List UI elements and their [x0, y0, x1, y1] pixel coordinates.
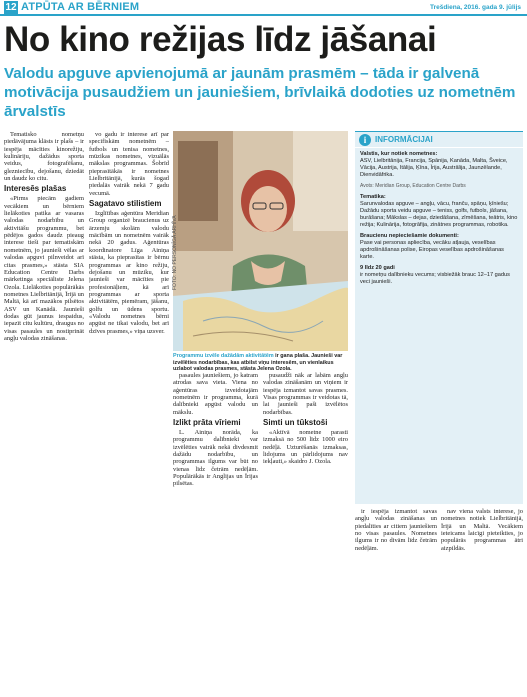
info-block-text: ASV, Lielbritānija, Francija, Spānija, Kanāda, Malta, Šveice, Vācija, Austrija, Itālija, Ķīna, Īrija, Austrālija, Jaunzēlande, Dienvidāfrika.	[360, 158, 508, 178]
column-1	[4, 131, 84, 693]
paragraph: ir iespēja izmantot savas angļu valodas zināšanas un piedalīties ar citiem jauniešiem no visas pasaules. Nometnes ilgums ir no divām līdz četrām nedēļām.	[355, 508, 437, 552]
info-box	[355, 131, 523, 504]
paragraph: Izglītības aģentūra Meridian Group organizē braucienus uz ārzemju skolām valodu mācībām un nometnēm vairāk nekā 20 gadus. Aģentūras koordinatore Līga Ainiņa stāsta, ka pieprasītas ir bērnu programmas ar kino režiju, dejošanu un mūziku, kur jaunieši var mācīties pie profesionāļiem, kā arī programmas ar sporta aktivitātēm, piemēram, jāšanu, golfu un ūdens sportu. «Valodu nometnes bērni apgūst ne tikai valodu, bet arī dzīves prasmes,» viņa uzsver.	[89, 210, 169, 335]
info-block-age	[360, 265, 518, 286]
column-4	[263, 372, 348, 693]
paragraph: «Pirms piecām gadiem vecākiem un bērniem lielākoties patika ar vasaras valodas nodarbību un aktivitāšu programmu, bet pēdējos gados daudz pieaug interese tieši par tematiskām nometnēm, jo jaunieši vēlas ar valodas apguvi pilnveidot arī citas prasmes,» stāsta SIA Education Centre Darbs mārketinga speciāliste Jelena Ozola. Lielākoties populārākās nometnes Lielbritānijā, Īrijā un Maltā, kā arī mazākos pilsētos ASV un Kanādā. Jaunieši dodas gūt jaunus iespaidus, iepazīt citu kultūru, draugus no visas pasaules un nostiprināt angļu valodas zināšanas.	[4, 195, 84, 342]
subheading: Izlikt prāta vīriemi	[173, 418, 241, 428]
paragraph: pasaules jauniešiem, jo katram atrodas sava vieta. Viena no aģentūras izveidotajām nometnēm ir programma, kurā dalībnieki apgūst valodu un mākslu.	[173, 372, 258, 416]
caption-highlight: Programmu izvēle dažādām aktivitātēm	[173, 353, 274, 359]
subheading: Simti un tūkstoši	[263, 418, 328, 428]
paragraph: nav viena valsts interese, jo nometnes notiek Lielbritānijā, Īrijā un Maltā. Vecākiem ieteicams laicīgi pieteikties, jo populārās programmas ātri aizpildās.	[441, 508, 523, 552]
portrait-illustration	[173, 131, 348, 351]
column-5	[355, 508, 437, 693]
dateline: Trešdiena, 2016. gada 9. jūlijs	[429, 4, 521, 11]
portrait-photo	[173, 131, 348, 351]
column-3	[173, 372, 258, 693]
subheading: Interesēs plašas	[4, 184, 67, 194]
paragraph: «Aktīvā nometne parasti izmaksā no 500 līdz 1000 eiro nedēļā. Uzturēšanās izmaksas, lidojums un pārlidojums nav iekļauti,» skaidro J. Ozola.	[263, 429, 348, 466]
info-block-text: ir nometņu dalībnieku vecums; visbiežāk brauc 12–17 gadus veci jaunieši.	[360, 272, 510, 285]
article-headline: No kino režijas līdz jāšanai	[4, 20, 437, 59]
paragraph: pusaudži nāk ar labām angļu valodas zināšanām un viņiem ir iespēja izmantot savas prasmes. Visas programmas ir veidotas tā, lai jaunieši paši izvēlētos nodarbības.	[263, 372, 348, 416]
column-2	[89, 131, 169, 693]
section-title: ATPŪTA AR BĒRNIEM	[21, 1, 140, 13]
paragraph: vo gadu ir interese arī par specifiskām nometnēm – futbols un tenisa nometnes, mūzikas nometnes, vizuālās mākslas programmas. Šobrīd pieprasītākās ir nometnes Lielbritānijā, kurās šogad piedalās vairāk nekā 7 gadu vecumā.	[89, 131, 169, 197]
column-6	[441, 508, 523, 693]
info-icon: i	[359, 134, 371, 146]
subheading: Sagatavo stilistiem	[89, 199, 162, 209]
caption-text: ir gana plaša. Jaunieši var izvēlēties nodarbības, kas atbilst viņu interesēm, un vienlaikus uzlabot valodas prasmes, stāsta Jelena Ozola.	[173, 353, 343, 373]
info-source: Avots: Meridian Group, Education Centre Darbs	[360, 183, 466, 189]
photo-credit: FOTO: NO PERSONĪGĀ ARHĪVA	[172, 215, 178, 290]
paragraph: L. Ainiņa norāda, ka programmu dalībnieki var izvēlēties vairāk nekā divdesmit dažādu nodarbību, un programmas ilgums var būt no vienas līdz četrām nedēļām. Populārākās ir Anglijas un Īrijas pilsētas.	[173, 429, 258, 488]
page-number: 12	[5, 2, 17, 13]
info-box-header	[355, 132, 523, 148]
info-block-countries	[360, 151, 518, 179]
info-block-heading: 9 līdz 20 gadi	[360, 265, 395, 271]
photo-caption	[173, 353, 348, 373]
article-lead: Valodu apguve apvienojumā ar jaunām prasmēm – tāda ir galvenā motivācija pusaudžiem un jauniešiem, brīvlaikā dodoties uz nometnēm ārvalstīs	[4, 65, 516, 120]
intro-paragraph: Tematisko nometņu piedāvājuma klāsts ir plašs – ir iespēja mācīties kinorežiju, kulināriju, dažādus sporta veidus, fotografēšanu, glezniecību, dejošanu, dziedāt un daudz ko citu.	[4, 131, 84, 183]
info-block-themes	[360, 194, 518, 229]
info-box-title: INFORMĀCIJAI	[375, 134, 433, 144]
info-block-documents	[360, 233, 518, 261]
info-block-heading: Braucienu nepieciešamie dokumenti:	[360, 233, 459, 239]
info-box-body	[355, 148, 523, 293]
info-block-heading: Tematika:	[360, 194, 386, 200]
info-block-text: Sarunvalodas apguve – angļu, vācu, franču, spāņu, ķīniešu; Dažādu sporta veidu apguve – teniss, golfs, futbols, jāšana, burāšana; Mākslas – dejas, dziedāšana, zīmēšana, teātris, kino režija; Kulinārija, fotogrāfija, zinātnes programmas, robotika.	[360, 201, 518, 228]
info-block-text: Pase vai personas apliecība, vecāku atļauja, veselības apdrošināšanas polise, Eiropas veselības apdrošināšanas karte.	[360, 240, 504, 260]
info-block-heading: Valstis, kur notiek nometnes:	[360, 151, 438, 157]
page-header	[0, 0, 527, 16]
